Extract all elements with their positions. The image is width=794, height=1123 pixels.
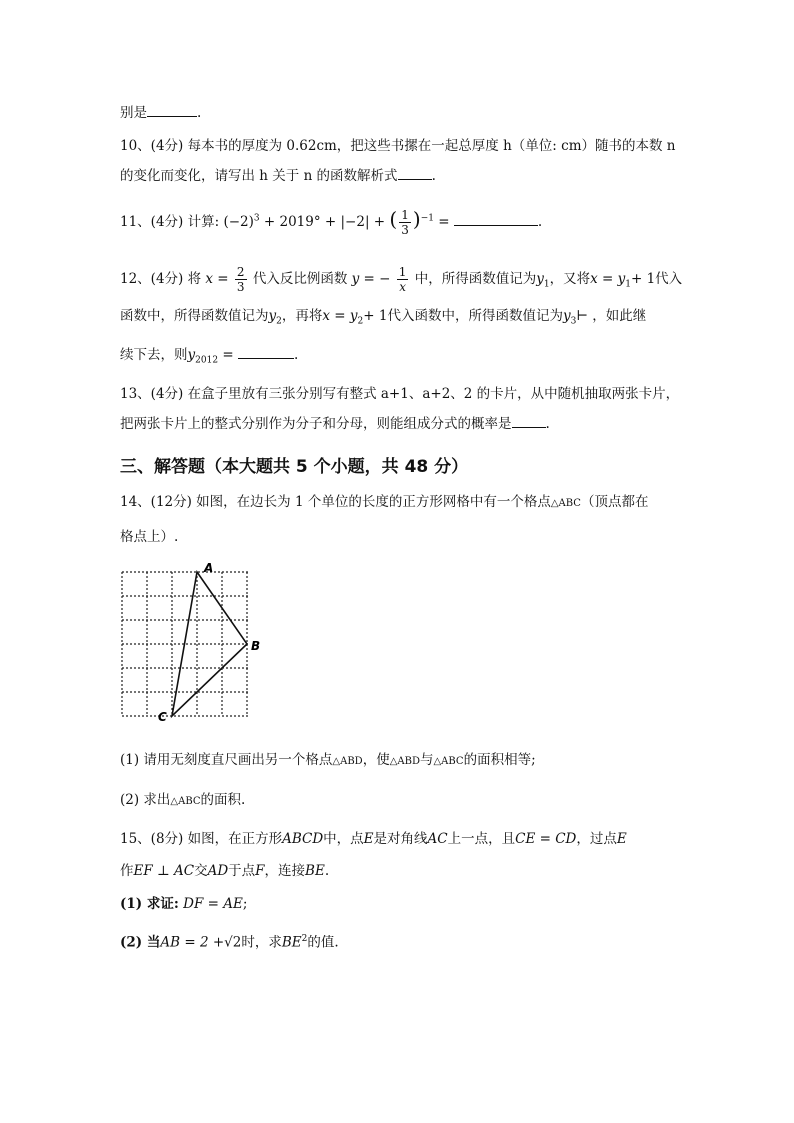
vertex-label-b: B [251,639,261,653]
q15-line2: 作EF ⊥ AC交AD于点F，连接BE. [120,863,330,879]
q12-line2: 函数中，所得函数值记为$y_2$，再将$x = y_2+ 1$代入函数中，所得函数值记为$y_3⊢$ ，如此继 [120,308,647,327]
q9-tail: 别是 . [120,105,202,121]
q14-line1: 14、(12分) 如图，在边长为 1 个单位的长度的正方形网格中有一个格点△ABC（顶点都在 [120,494,649,510]
q12-line1: 12、(4分) 将 x = $\frac{2}{3}$ 代入反比例函数 y = − $\frac{1}{x}$ 中，所得函数值记为$y_1$，又将$x = y_1+ 1$代入 [120,265,683,294]
q10-line1: 10、(4分) 每本书的厚度为 0.62cm，把这些书摞在一起总厚度 h（单位: cm）随书的本数 n [120,138,676,154]
vertex-label-a: A [204,561,214,575]
q15-line1: 15、(8分) 如图，在正方形ABCD中，点E是对角线AC上一点，且CE = CD，过点E [120,831,627,847]
q14-part1: (1) 请用无刻度直尺画出另一个格点△ABD，使△ABD与△ABC的面积相等; [120,752,536,768]
fraction: $\frac{2}{3}$ [236,265,245,294]
q15-part2: (2) 当AB = 2 +√2时，求$BE^2$的值. [120,934,339,951]
answer-blank [454,212,538,226]
fraction: $\frac{1}{x}$ [398,265,407,294]
section-heading: 三、解答题（本大题共 5 个小题，共 48 分） [120,457,469,477]
q11: 11、(4分) 计算: $(-2)^3 + 2019^\circ + |-2|$ + ( $\frac{1}{3}$ )$^{-1}$ = . [120,207,543,237]
answer-blank [512,414,546,428]
answer-blank [398,166,432,180]
q10-line2: 的变化而变化，请写出 h 关于 n 的函数解析式 . [120,168,436,184]
fraction: $\frac{1}{3}$ [401,208,409,237]
q14-line2: 格点上）. [120,529,179,545]
q12-line3: 续下去，则$y_{2012}$ = . [120,347,299,366]
q13-line2: 把两张卡片上的整式分别作为分子和分母，则能组成分式的概率是 . [120,416,550,432]
grid-triangle-figure [118,560,261,724]
answer-blank [147,103,197,117]
vertex-label-c: C [158,710,167,724]
q13-line1: 13、(4分) 在盒子里放有三张分别写有整式 a+1、a+2、2 的卡片，从中随机抽取两张卡片， [120,386,680,402]
answer-blank [238,345,294,359]
q14-part2: (2) 求出△ABC的面积. [120,792,246,808]
q15-part1: (1) 求证: DF = AE; [120,896,248,912]
